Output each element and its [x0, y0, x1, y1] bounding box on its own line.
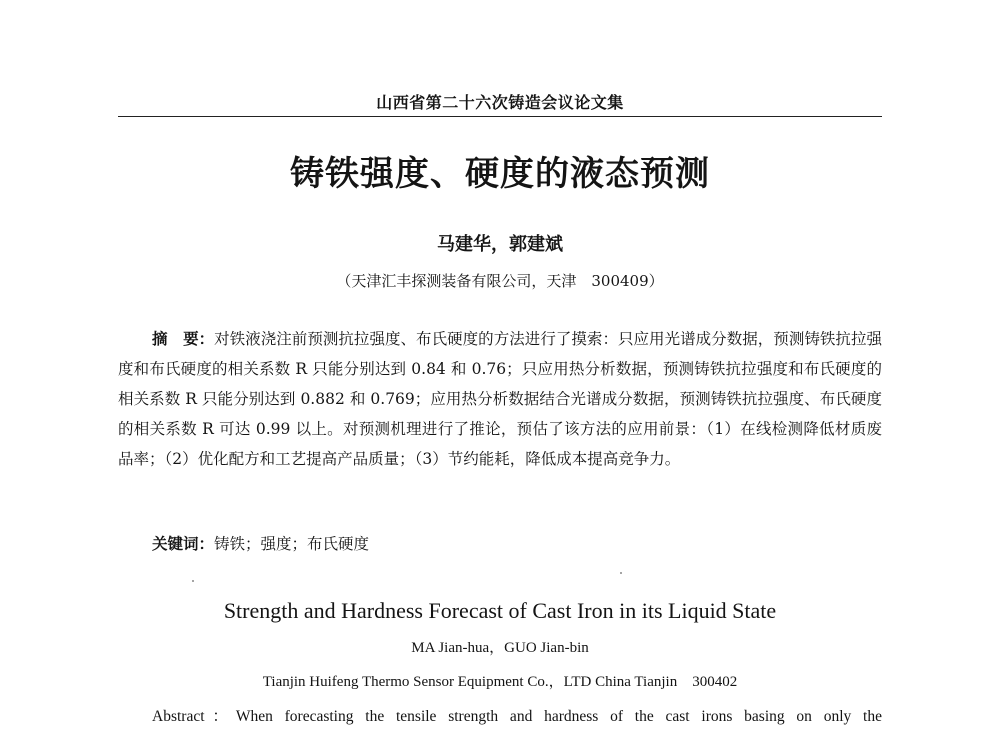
english-abstract-text: When forecasting the tensile strength and hardness of the cast irons basing on only the [235, 708, 882, 725]
paper-authors: 马建华，郭建斌 [437, 234, 563, 255]
english-title: Strength and Hardness Forecast of Cast Iron in its Liquid State [223, 598, 777, 623]
header-rule [118, 116, 882, 117]
abstract-label: 摘 要： [152, 330, 215, 348]
scan-speck [192, 580, 194, 582]
keywords-text: 铸铁；强度；布氏硬度 [214, 535, 370, 553]
english-abstract [152, 704, 882, 726]
paper-affiliation: （天津汇丰探测装备有限公司，天津 300409） [336, 272, 664, 290]
abstract-text: 对铁液浇注前预测抗拉强度、布氏硬度的方法进行了摸索：只应用光谱成分数据，预测铸铁抗拉强度和布氏硬度的相关系数 R 只能分别达到 0.84 和 0.76；只应用热分析数据，预测铸铁抗拉强度和布氏硬度的相关系数 R 只能分别达到 0.882 和 0.769；应用热分析数据结合光谱成分数据，预测铸铁抗拉强度、布氏硬度的相关系数 R 可达 0.99 以上。对预测机理进行了推论，预估了该方法的应用前景：（1）在线检测降低材质废品率；（2）优化配方和工艺提高产品质量；（3）节约能耗，降低成本提高竞争力。 [118, 330, 882, 468]
paper-title: 铸铁强度、硬度的液态预测 [290, 154, 710, 194]
scan-speck [620, 572, 622, 574]
proceedings-header: 山西省第二十六次铸造会议论文集 [376, 93, 624, 112]
english-affiliation: Tianjin Huifeng Thermo Sensor Equipment Co.，LTD China Tianjin 300402 [262, 674, 738, 690]
english-authors: MA Jian-hua，GUO Jian-bin [411, 640, 589, 656]
keywords-label: 关键词： [152, 535, 215, 553]
abstract-block [118, 324, 882, 474]
english-abstract-label: Abstract： [152, 708, 236, 725]
keywords-line [152, 532, 369, 554]
